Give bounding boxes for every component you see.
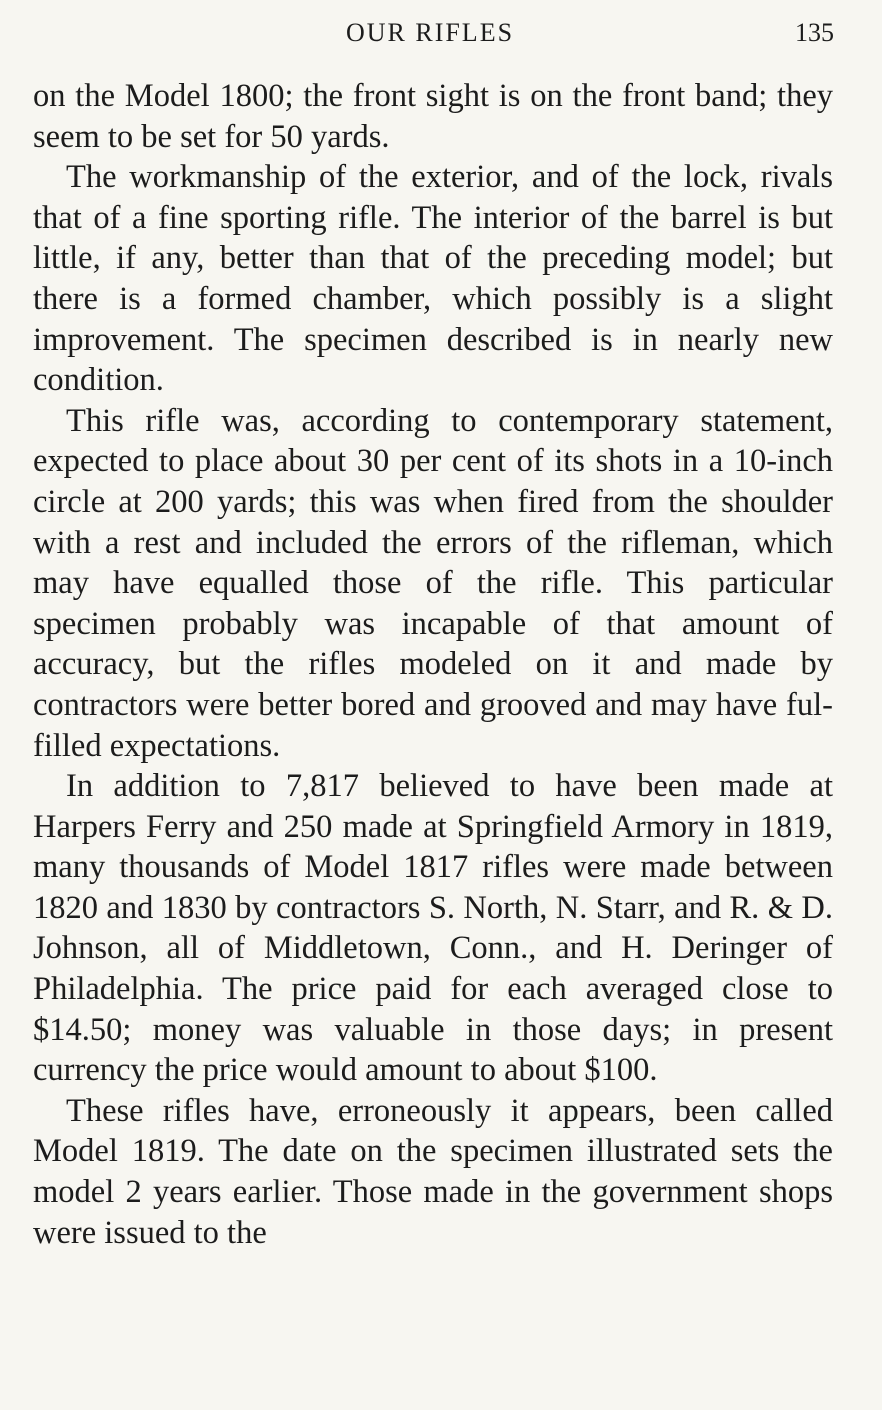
paragraph: This rifle was, according to contemporary statement, expected to place about 30 per cent of its shots in a 10-inch circle at 200 yards; this was when fired from the shoulder with a rest and included the errors of the rifleman, which may have equalled those of the rifle. This particular specimen probably was incapable of that amount of accuracy, but the rifles modeled on it and made by contractors were better bored and grooved and may have fulfilled expectations. bbox=[33, 402, 833, 764]
paragraph: The workmanship of the exterior, and of the lock, rivals that of a fine sporting rifle. The interior of the barrel is but little, if any, better than that of the preceding model; but there is a formed chamber, which possibly is a slight improvement. The specimen described is in nearly new condition. bbox=[33, 159, 833, 399]
paragraph-continued: on the Model 1800; the front sight is on the front band; they seem to be set for 50 yards. bbox=[33, 78, 833, 155]
running-head bbox=[0, 18, 882, 54]
paragraph: These rifles have, erroneously it appears, been called Model 1819. The date on the specimen illustrated sets the model 2 years earlier. Those made in the government shops were issued to the bbox=[33, 1092, 833, 1251]
running-title: OUR RIFLES bbox=[345, 18, 515, 47]
body-text bbox=[33, 76, 833, 1253]
paragraph: In addition to 7,817 believed to have been made at Harpers Ferry and 250 made at Springfield Armory in 1819, many thousands of Model 1817 rifles were made between 1820 and 1830 by contractors S. North, N. Starr, and R. & D. Johnson, all of Middletown, Conn., and H. Deringer of Philadelphia. The price paid for each averaged close to $14.50; money was valuable in those days; in present currency the price would amount to about $100. bbox=[33, 768, 833, 1089]
page-number: 135 bbox=[795, 18, 834, 47]
